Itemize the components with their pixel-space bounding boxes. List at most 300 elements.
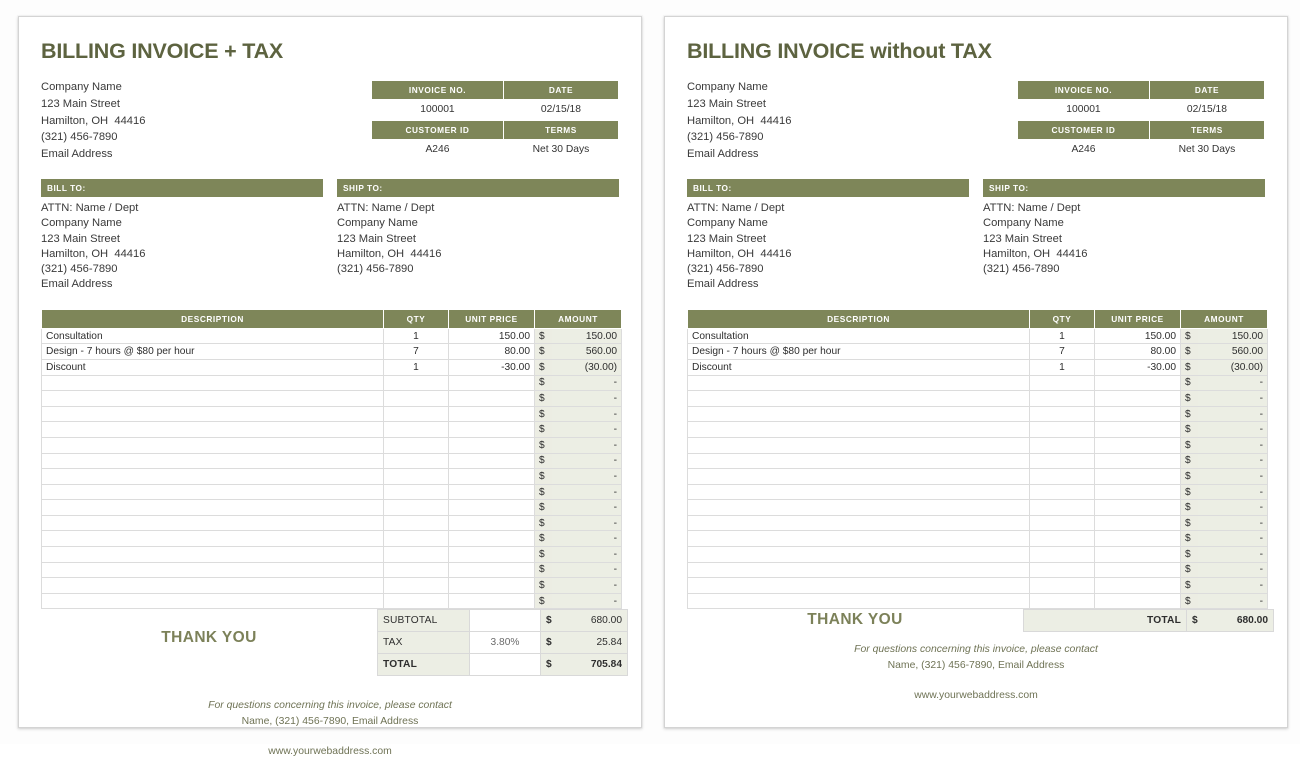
thank-you-text: THANK YOU: [807, 611, 903, 629]
table-row: [42, 547, 622, 563]
cell-currency: $: [535, 375, 552, 391]
sender-address-block: [687, 78, 791, 163]
totals-table: [377, 609, 628, 676]
cell-amount: -: [552, 500, 622, 516]
cell-unit-price: 80.00: [1095, 344, 1181, 360]
cell-unit-price: 80.00: [449, 344, 535, 360]
cell-amount: -: [1198, 515, 1268, 531]
cell-unit-price: [449, 422, 535, 438]
bill-to-heading: BILL TO:: [41, 179, 323, 197]
bill-to-line: ATTN: Name / Dept: [687, 201, 785, 214]
table-row: [42, 453, 622, 469]
column-header-description: DESCRIPTION: [688, 309, 1030, 328]
footer-contact-line: For questions concerning this invoice, please contact: [854, 644, 1098, 656]
cell-qty: [1030, 484, 1095, 500]
footer-website-url[interactable]: www.yourwebaddress.com: [268, 746, 392, 758]
cell-description: [688, 422, 1030, 438]
cell-amount: -: [552, 515, 622, 531]
cell-unit-price: [449, 375, 535, 391]
cell-currency: $: [535, 500, 552, 516]
cell-description: [688, 391, 1030, 407]
cell-currency: $: [1181, 593, 1198, 609]
cell-qty: [1030, 593, 1095, 609]
table-row: [688, 515, 1268, 531]
totals-wrap: [1023, 609, 1274, 632]
cell-amount: -: [552, 422, 622, 438]
totals-currency: $: [541, 632, 558, 654]
invoice-top-section: [687, 78, 1265, 163]
cell-unit-price: [449, 578, 535, 594]
cell-unit-price: [1095, 562, 1181, 578]
cell-description: [42, 547, 384, 563]
cell-currency: $: [535, 484, 552, 500]
cell-description: [688, 531, 1030, 547]
table-row: [42, 469, 622, 485]
table-row: [688, 593, 1268, 609]
totals-amount: 680.00: [1204, 610, 1274, 632]
cell-qty: [384, 562, 449, 578]
cell-description: [688, 469, 1030, 485]
cell-currency: $: [1181, 578, 1198, 594]
table-row: [688, 484, 1268, 500]
cell-currency: $: [1181, 391, 1198, 407]
terms-value: Net 30 Days: [503, 140, 618, 161]
line-items-table: [687, 309, 1268, 610]
ship-to-line: 123 Main Street: [337, 232, 416, 245]
thank-you-area: [687, 609, 1023, 629]
cell-description: [42, 531, 384, 547]
totals-amount: 25.84: [558, 632, 628, 654]
cell-qty: [384, 578, 449, 594]
cell-description: [688, 562, 1030, 578]
cell-currency: $: [535, 328, 552, 344]
table-row: [688, 547, 1268, 563]
cell-qty: [1030, 500, 1095, 516]
table-row: [42, 328, 622, 344]
cell-unit-price: [1095, 437, 1181, 453]
cell-amount: -: [1198, 469, 1268, 485]
totals-row: [378, 610, 628, 632]
cell-amount: -: [1198, 484, 1268, 500]
cell-unit-price: [1095, 375, 1181, 391]
cell-unit-price: 150.00: [1095, 328, 1181, 344]
cell-currency: $: [535, 578, 552, 594]
sender-address-line: Hamilton, OH 44416: [687, 114, 792, 127]
terms-value: Net 30 Days: [1149, 140, 1264, 161]
cell-amount: -: [552, 578, 622, 594]
invoice-footer: [41, 698, 619, 760]
cell-unit-price: [1095, 422, 1181, 438]
terms-header: TERMS: [503, 121, 618, 140]
cell-amount: -: [1198, 531, 1268, 547]
terms-header: TERMS: [1149, 121, 1264, 140]
sender-address-line: Hamilton, OH 44416: [41, 114, 146, 127]
cell-description: [42, 422, 384, 438]
cell-unit-price: [1095, 469, 1181, 485]
totals-currency: $: [1187, 610, 1204, 632]
sender-address-line: Email Address: [687, 148, 759, 161]
invoice-footer: [687, 642, 1265, 704]
invoice-bottom-section: [687, 609, 1268, 632]
cell-qty: [384, 406, 449, 422]
date-value: 02/15/18: [1149, 100, 1264, 121]
cell-unit-price: [449, 593, 535, 609]
invoice-sheet-without-tax: [664, 16, 1288, 728]
cell-amount: (30.00): [1198, 359, 1268, 375]
bill-to-line: 123 Main Street: [41, 232, 120, 245]
cell-amount: 150.00: [1198, 328, 1268, 344]
totals-currency: $: [541, 654, 558, 676]
ship-to-heading: SHIP TO:: [337, 179, 619, 197]
footer-contact-details: Name, (321) 456-7890, Email Address: [887, 660, 1065, 672]
page-title: BILLING INVOICE + TAX: [41, 39, 284, 63]
cell-amount: -: [552, 484, 622, 500]
cell-description: [688, 578, 1030, 594]
totals-label: TAX: [378, 632, 470, 654]
column-header-unit-price: UNIT PRICE: [1095, 309, 1181, 328]
totals-label: TOTAL: [378, 654, 470, 676]
cell-currency: $: [535, 562, 552, 578]
cell-qty: [1030, 531, 1095, 547]
cell-description: [42, 437, 384, 453]
cell-amount: -: [552, 437, 622, 453]
ship-to-line: Company Name: [337, 217, 418, 230]
cell-qty: [1030, 453, 1095, 469]
invoice-meta-table: [1017, 80, 1265, 160]
cell-unit-price: 150.00: [449, 328, 535, 344]
invoice-no-value: 100001: [1018, 100, 1150, 121]
cell-amount: -: [552, 469, 622, 485]
cell-description: [42, 406, 384, 422]
cell-currency: $: [1181, 500, 1198, 516]
cell-qty: [384, 500, 449, 516]
cell-description: [42, 515, 384, 531]
cell-currency: $: [1181, 547, 1198, 563]
cell-description: [688, 437, 1030, 453]
cell-qty: [1030, 391, 1095, 407]
cell-description: Consultation: [42, 328, 384, 344]
cell-unit-price: [1095, 578, 1181, 594]
cell-amount: -: [1198, 437, 1268, 453]
invoice-meta-row: [1018, 140, 1265, 161]
bill-to-line: Email Address: [687, 278, 759, 291]
cell-currency: $: [1181, 515, 1198, 531]
cell-qty: [384, 391, 449, 407]
table-row: [688, 422, 1268, 438]
footer-contact-details: Name, (321) 456-7890, Email Address: [241, 716, 419, 728]
ship-to-line: ATTN: Name / Dept: [337, 201, 435, 214]
totals-tax-rate: [470, 610, 541, 632]
cell-unit-price: [449, 437, 535, 453]
column-header-unit-price: UNIT PRICE: [449, 309, 535, 328]
table-row: [688, 578, 1268, 594]
line-items-header-row: [688, 309, 1268, 328]
bill-to-line: Company Name: [687, 217, 768, 230]
cell-qty: [384, 515, 449, 531]
address-row: [687, 179, 1265, 293]
cell-unit-price: [449, 515, 535, 531]
cell-unit-price: [449, 453, 535, 469]
table-row: [42, 406, 622, 422]
invoice-no-value: 100001: [372, 100, 504, 121]
cell-amount: -: [1198, 453, 1268, 469]
cell-currency: $: [1181, 562, 1198, 578]
cell-description: [688, 484, 1030, 500]
cell-currency: $: [1181, 531, 1198, 547]
cell-description: [42, 484, 384, 500]
table-row: [688, 531, 1268, 547]
cell-description: [688, 406, 1030, 422]
cell-description: [688, 593, 1030, 609]
cell-amount: -: [552, 453, 622, 469]
invoice-meta-row: [372, 100, 619, 121]
cell-amount: -: [552, 562, 622, 578]
sender-address-line: Company Name: [687, 81, 768, 93]
totals-row: [1024, 610, 1274, 632]
cell-qty: [1030, 422, 1095, 438]
cell-description: [42, 453, 384, 469]
customer-id-value: A246: [372, 140, 504, 161]
cell-qty: 1: [1030, 359, 1095, 375]
cell-amount: 150.00: [552, 328, 622, 344]
cell-amount: -: [1198, 500, 1268, 516]
cell-currency: $: [535, 437, 552, 453]
cell-unit-price: [449, 547, 535, 563]
ship-to-line: 123 Main Street: [983, 232, 1062, 245]
cell-currency: $: [535, 359, 552, 375]
cell-qty: [1030, 437, 1095, 453]
cell-unit-price: [449, 500, 535, 516]
cell-qty: [384, 375, 449, 391]
cell-description: [688, 375, 1030, 391]
cell-qty: [384, 469, 449, 485]
bill-to-line: Hamilton, OH 44416: [687, 247, 792, 260]
cell-amount: (30.00): [552, 359, 622, 375]
table-row: [42, 375, 622, 391]
sender-address-line: (321) 456-7890: [687, 131, 764, 144]
cell-unit-price: [449, 484, 535, 500]
table-row: [42, 437, 622, 453]
sender-address-line: 123 Main Street: [41, 97, 120, 110]
cell-description: Design - 7 hours @ $80 per hour: [42, 344, 384, 360]
invoice-no-header: INVOICE NO.: [372, 81, 504, 100]
invoice-top-section: [41, 78, 619, 163]
ship-to-lines: [983, 197, 1265, 277]
cell-qty: [1030, 562, 1095, 578]
cell-amount: -: [1198, 578, 1268, 594]
cell-currency: $: [535, 469, 552, 485]
cell-unit-price: [1095, 593, 1181, 609]
cell-currency: $: [535, 344, 552, 360]
cell-description: Discount: [688, 359, 1030, 375]
cell-description: Consultation: [688, 328, 1030, 344]
table-row: [688, 359, 1268, 375]
invoice-meta-row: [372, 121, 619, 140]
cell-amount: -: [552, 531, 622, 547]
ship-to-block: [983, 179, 1265, 293]
cell-qty: [384, 437, 449, 453]
address-row: [41, 179, 619, 293]
cell-amount: 560.00: [552, 344, 622, 360]
table-row: [42, 562, 622, 578]
invoice-meta-row: [1018, 121, 1265, 140]
cell-description: [42, 375, 384, 391]
totals-amount: 705.84: [558, 654, 628, 676]
cell-unit-price: [1095, 531, 1181, 547]
cell-description: [42, 500, 384, 516]
ship-to-lines: [337, 197, 619, 277]
cell-currency: $: [535, 547, 552, 563]
table-row: [42, 344, 622, 360]
invoice-meta-row: [372, 140, 619, 161]
sender-address-line: 123 Main Street: [687, 97, 766, 110]
cell-amount: -: [552, 547, 622, 563]
cell-currency: $: [535, 422, 552, 438]
cell-unit-price: [1095, 391, 1181, 407]
date-header: DATE: [1149, 81, 1264, 100]
table-row: [42, 593, 622, 609]
table-row: [42, 391, 622, 407]
table-row: [688, 437, 1268, 453]
cell-unit-price: [449, 391, 535, 407]
ship-to-block: [337, 179, 619, 293]
line-items-table: [41, 309, 622, 610]
date-value: 02/15/18: [503, 100, 618, 121]
totals-tax-rate: [470, 654, 541, 676]
cell-amount: -: [1198, 547, 1268, 563]
cell-description: Design - 7 hours @ $80 per hour: [688, 344, 1030, 360]
cell-qty: [384, 531, 449, 547]
ship-to-heading: SHIP TO:: [983, 179, 1265, 197]
cell-currency: $: [535, 406, 552, 422]
table-row: [688, 406, 1268, 422]
totals-table: [1023, 609, 1274, 632]
ship-to-line: Hamilton, OH 44416: [337, 247, 442, 260]
table-row: [688, 500, 1268, 516]
table-row: [42, 531, 622, 547]
cell-qty: [1030, 578, 1095, 594]
cell-qty: [1030, 375, 1095, 391]
sender-address-line: Email Address: [41, 148, 113, 161]
cell-description: [688, 500, 1030, 516]
sender-address-line: (321) 456-7890: [41, 131, 118, 144]
cell-qty: [384, 547, 449, 563]
invoice-sheet-with-tax: [18, 16, 642, 758]
customer-id-header: CUSTOMER ID: [372, 121, 504, 140]
table-row: [688, 375, 1268, 391]
cell-description: [42, 578, 384, 594]
customer-id-header: CUSTOMER ID: [1018, 121, 1150, 140]
cell-amount: -: [1198, 562, 1268, 578]
table-row: [42, 422, 622, 438]
table-row: [688, 391, 1268, 407]
invoice-meta-row: [1018, 81, 1265, 100]
cell-description: Discount: [42, 359, 384, 375]
cell-amount: -: [552, 375, 622, 391]
table-row: [688, 328, 1268, 344]
bill-to-line: Company Name: [41, 217, 122, 230]
cell-qty: [1030, 515, 1095, 531]
cell-currency: $: [535, 391, 552, 407]
cell-amount: -: [552, 406, 622, 422]
cell-currency: $: [1181, 406, 1198, 422]
column-header-description: DESCRIPTION: [42, 309, 384, 328]
bill-to-line: 123 Main Street: [687, 232, 766, 245]
cell-unit-price: [449, 469, 535, 485]
customer-id-value: A246: [1018, 140, 1150, 161]
cell-currency: $: [1181, 375, 1198, 391]
bill-to-line: Email Address: [41, 278, 113, 291]
cell-currency: $: [535, 515, 552, 531]
totals-tax-rate: 3.80%: [470, 632, 541, 654]
table-row: [688, 469, 1268, 485]
ship-to-line: (321) 456-7890: [983, 263, 1060, 276]
cell-unit-price: [449, 562, 535, 578]
cell-description: [42, 469, 384, 485]
ship-to-line: ATTN: Name / Dept: [983, 201, 1081, 214]
bill-to-line: (321) 456-7890: [687, 263, 764, 276]
cell-qty: 1: [384, 359, 449, 375]
cell-description: [688, 547, 1030, 563]
totals-row: [378, 632, 628, 654]
bill-to-heading: BILL TO:: [687, 179, 969, 197]
table-row: [42, 500, 622, 516]
cell-description: [688, 453, 1030, 469]
invoice-bottom-section: [41, 609, 622, 676]
footer-contact-line: For questions concerning this invoice, please contact: [208, 700, 452, 712]
cell-unit-price: [1095, 547, 1181, 563]
ship-to-line: (321) 456-7890: [337, 263, 414, 276]
cell-amount: -: [1198, 406, 1268, 422]
totals-row: [378, 654, 628, 676]
column-header-amount: AMOUNT: [1181, 309, 1268, 328]
cell-currency: $: [1181, 484, 1198, 500]
date-header: DATE: [503, 81, 618, 100]
column-header-qty: QTY: [1030, 309, 1095, 328]
bill-to-block: [687, 179, 969, 293]
cell-currency: $: [1181, 469, 1198, 485]
cell-currency: $: [1181, 344, 1198, 360]
totals-currency: $: [541, 610, 558, 632]
cell-unit-price: -30.00: [449, 359, 535, 375]
footer-website-url[interactable]: www.yourwebaddress.com: [914, 690, 1038, 702]
cell-qty: 7: [1030, 344, 1095, 360]
table-row: [42, 515, 622, 531]
cell-qty: 1: [1030, 328, 1095, 344]
cell-qty: [384, 593, 449, 609]
bill-to-line: ATTN: Name / Dept: [41, 201, 139, 214]
cell-description: [42, 391, 384, 407]
table-row: [42, 484, 622, 500]
ship-to-line: Hamilton, OH 44416: [983, 247, 1088, 260]
totals-label: TOTAL: [1024, 610, 1187, 632]
bill-to-line: Hamilton, OH 44416: [41, 247, 146, 260]
invoice-meta-row: [372, 81, 619, 100]
cell-currency: $: [1181, 437, 1198, 453]
cell-qty: [384, 422, 449, 438]
cell-amount: -: [1198, 593, 1268, 609]
table-row: [688, 453, 1268, 469]
table-row: [688, 562, 1268, 578]
cell-description: [42, 593, 384, 609]
cell-unit-price: [449, 531, 535, 547]
bill-to-block: [41, 179, 323, 293]
table-row: [42, 578, 622, 594]
cell-currency: $: [1181, 422, 1198, 438]
bill-to-line: (321) 456-7890: [41, 263, 118, 276]
cell-qty: [384, 484, 449, 500]
cell-unit-price: -30.00: [1095, 359, 1181, 375]
